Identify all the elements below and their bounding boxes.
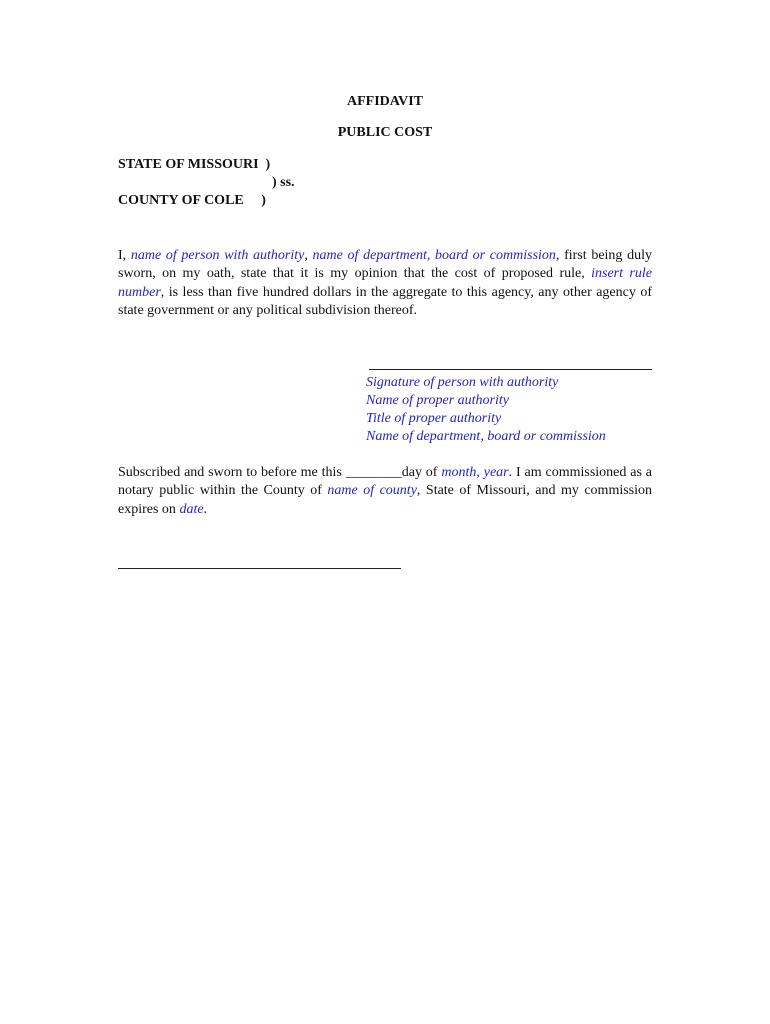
document-title: AFFIDAVIT bbox=[347, 94, 423, 109]
placeholder-date: date bbox=[179, 501, 204, 517]
placeholder-rule-number: insert rule number bbox=[118, 266, 652, 300]
venue-state: STATE OF MISSOURI ) bbox=[118, 157, 271, 172]
notary-signature-line bbox=[118, 568, 401, 569]
notary-text: . bbox=[203, 501, 208, 517]
document-subtitle: PUBLIC COST bbox=[337, 125, 433, 140]
venue-ss: ) ss. bbox=[272, 175, 295, 190]
signature-label: Signature of person with authority bbox=[366, 375, 559, 390]
notary-text: , State of Missouri, and my commission expires on bbox=[118, 483, 653, 517]
signature-line bbox=[369, 369, 652, 370]
statement-text: , is less than five hundred dollars in the aggregate to this agency, any other agency of state government or any political subdivision thereof. bbox=[118, 284, 652, 318]
department-name-label: Name of department, board or commission bbox=[366, 429, 606, 444]
placeholder-person-name: name of person with authority bbox=[130, 248, 305, 263]
statement-text: I, bbox=[118, 248, 131, 263]
placeholder-department: name of department, board or commission bbox=[312, 248, 556, 263]
statement-text: , first being duly sworn, on my oath, state that it is my opinion that the cost of proposed rule, bbox=[118, 248, 652, 282]
signature-block bbox=[366, 374, 606, 446]
placeholder-month-year: month, year bbox=[441, 465, 509, 480]
placeholder-county: name of county bbox=[327, 483, 417, 499]
authority-title-label: Title of proper authority bbox=[366, 411, 502, 426]
notary-text: Subscribed and sworn to before me this ________day of bbox=[118, 465, 442, 480]
authority-name-label: Name of proper authority bbox=[366, 393, 509, 408]
statement-text: , bbox=[304, 248, 313, 263]
affidavit-statement bbox=[118, 247, 652, 320]
notary-text: . I am commissioned as a notary public within the County of bbox=[118, 465, 652, 499]
notary-statement bbox=[118, 464, 652, 519]
venue-county: COUNTY OF COLE ) bbox=[118, 193, 266, 208]
